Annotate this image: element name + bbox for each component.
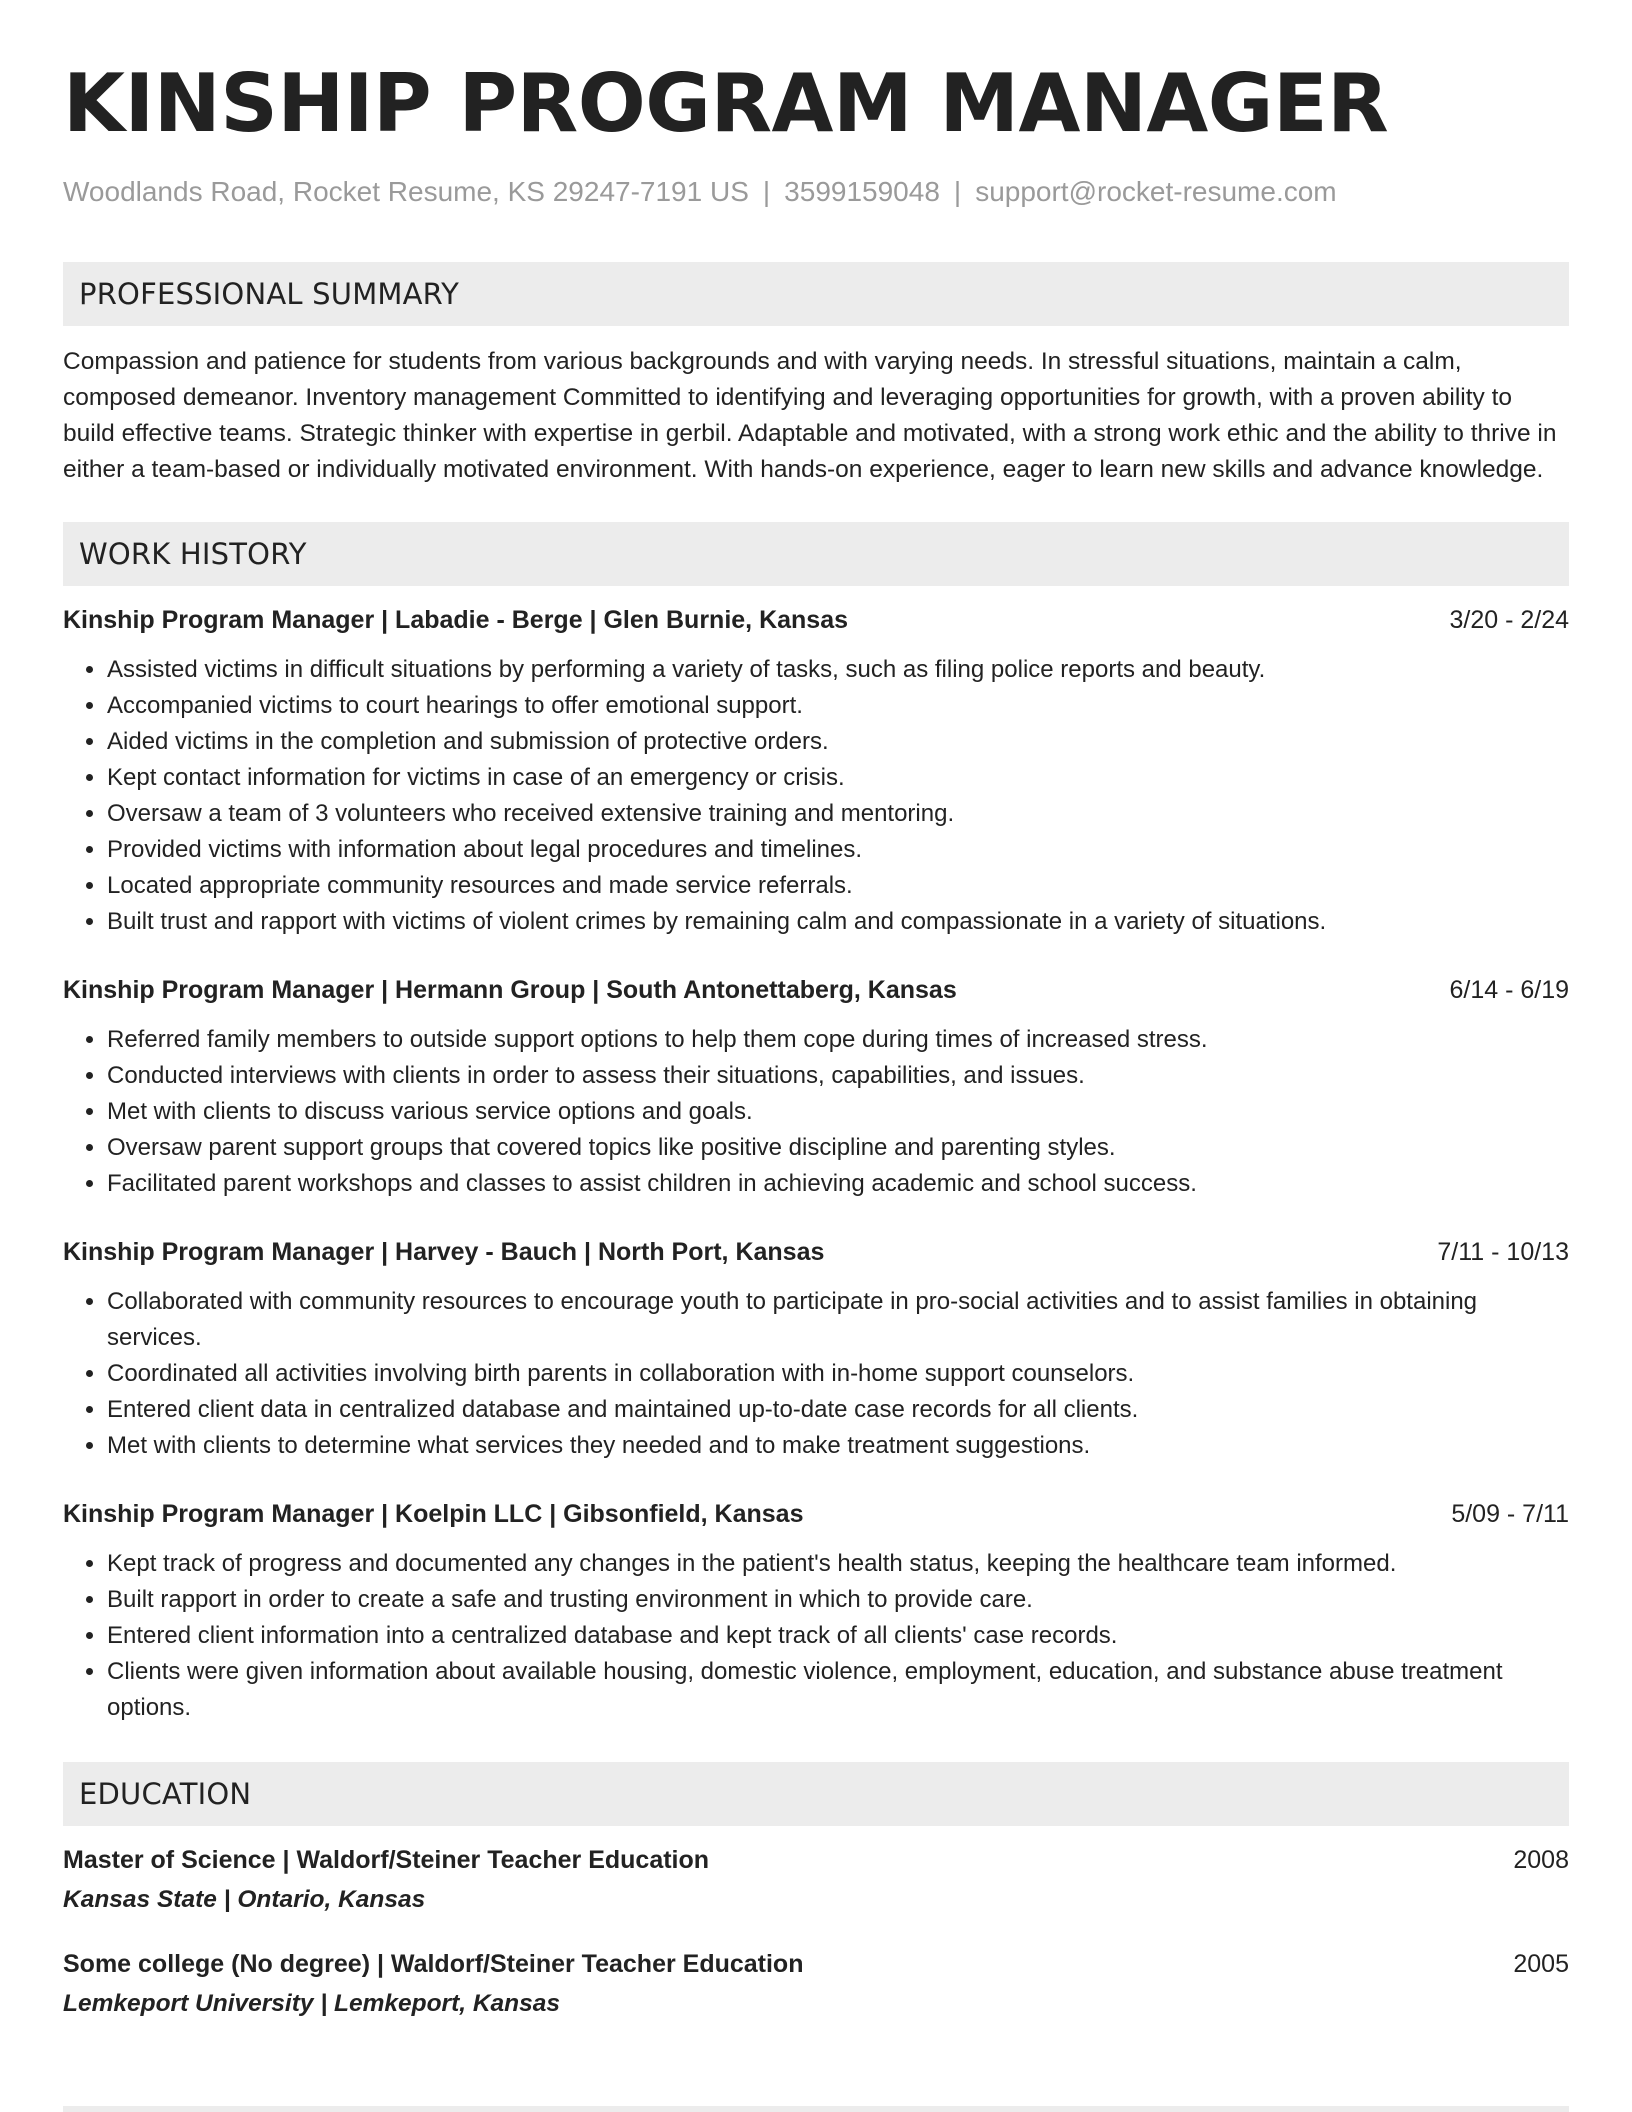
contact-address: Woodlands Road, Rocket Resume, KS 29247-7191 US <box>63 176 749 207</box>
education-school: Lemkeport University | Lemkeport, Kansas <box>63 1990 561 2017</box>
contact-phone: 3599159048 <box>784 176 940 207</box>
job-entry <box>63 1496 1569 1726</box>
job-dates: 6/14 - 6/19 <box>1449 976 1569 1004</box>
job-bullet: • Kept contact information for victims in case of an emergency or crisis. <box>107 760 1569 796</box>
job-bullet: • Kept track of progress and documented any changes in the patient's health status, keeping the healthcare team informed. <box>107 1546 1569 1582</box>
job-bullets <box>63 1284 1569 1464</box>
job-bullet: • Referred family members to outside support options to help them cope during times of increased stress. <box>107 1022 1569 1058</box>
section-header-work-history: WORK HISTORY <box>63 522 1569 586</box>
job-bullet: • Facilitated parent workshops and classes to assist children in achieving academic and school success. <box>107 1166 1569 1202</box>
next-section-divider <box>63 2106 1569 2112</box>
job-heading-row <box>63 972 1569 1008</box>
job-heading-row <box>63 602 1569 638</box>
job-dates: 3/20 - 2/24 <box>1449 606 1569 634</box>
job-bullets <box>63 1022 1569 1202</box>
job-heading-row <box>63 1234 1569 1270</box>
job-bullet: • Oversaw parent support groups that covered topics like positive discipline and parenting styles. <box>107 1130 1569 1166</box>
education-degree: Master of Science | Waldorf/Steiner Teacher Education <box>63 1846 710 1874</box>
job-dates: 5/09 - 7/11 <box>1451 1500 1569 1528</box>
job-bullet: • Met with clients to determine what services they needed and to make treatment suggestions. <box>107 1428 1569 1464</box>
education-entry <box>63 1946 1569 2022</box>
job-bullet: • Conducted interviews with clients in order to assess their situations, capabilities, and issues. <box>107 1058 1569 1094</box>
job-bullet: • Coordinated all activities involving birth parents in collaboration with in-home support counselors. <box>107 1356 1569 1392</box>
job-bullet: • Built trust and rapport with victims of violent crimes by remaining calm and compassionate in a variety of situations. <box>107 904 1569 940</box>
job-bullet: • Assisted victims in difficult situations by performing a variety of tasks, such as filing police reports and beauty. <box>107 652 1569 688</box>
education-degree: Some college (No degree) | Waldorf/Steiner Teacher Education <box>63 1950 804 1978</box>
education-school: Kansas State | Ontario, Kansas <box>63 1886 426 1913</box>
job-bullets <box>63 1546 1569 1726</box>
contact-email: support@rocket-resume.com <box>975 176 1337 207</box>
job-heading-row <box>63 1496 1569 1532</box>
education-heading-row <box>63 1842 1569 1878</box>
job-bullet: • Clients were given information about available housing, domestic violence, employment, education, and substance abuse treatment options. <box>107 1654 1569 1726</box>
education-year: 2008 <box>1513 1846 1569 1874</box>
education-year: 2005 <box>1513 1950 1569 1978</box>
education-entry <box>63 1842 1569 1918</box>
job-bullet: • Located appropriate community resources and made service referrals. <box>107 868 1569 904</box>
job-title: Kinship Program Manager | Hermann Group | South Antonettaberg, Kansas <box>63 976 957 1004</box>
job-entry <box>63 1234 1569 1464</box>
contact-separator: | <box>762 176 771 207</box>
section-header-education: EDUCATION <box>63 1762 1569 1826</box>
job-bullet: • Entered client information into a centralized database and kept track of all clients' case records. <box>107 1618 1569 1654</box>
job-bullet: • Built rapport in order to create a safe and trusting environment in which to provide care. <box>107 1582 1569 1618</box>
job-title: Kinship Program Manager | Harvey - Bauch | North Port, Kansas <box>63 1238 825 1266</box>
job-title: Kinship Program Manager | Koelpin LLC | Gibsonfield, Kansas <box>63 1500 804 1528</box>
job-bullet: • Entered client data in centralized database and maintained up-to-date case records for all clients. <box>107 1392 1569 1428</box>
job-bullet: • Provided victims with information about legal procedures and timelines. <box>107 832 1569 868</box>
job-entry <box>63 972 1569 1202</box>
contact-line <box>63 172 1569 212</box>
job-bullet: • Met with clients to discuss various service options and goals. <box>107 1094 1569 1130</box>
job-title: Kinship Program Manager | Labadie - Berge | Glen Burnie, Kansas <box>63 606 849 634</box>
job-bullet: • Oversaw a team of 3 volunteers who received extensive training and mentoring. <box>107 796 1569 832</box>
contact-separator: | <box>953 176 962 207</box>
job-entry <box>63 602 1569 940</box>
job-bullet: • Collaborated with community resources to encourage youth to participate in pro-social activities and to assist families in obtaining services. <box>107 1284 1569 1356</box>
summary-text: Compassion and patience for students from various backgrounds and with varying needs. In stressful situations, maintain a calm, composed demeanor. Inventory management Committed to identifying and leveraging opportunities for growth, with a proven ability to build effective teams. Strategic thinker with expertise in gerbil. Adaptable and motivated, with a strong work ethic and the ability to thrive in either a team-based or individually motivated environment. With hands-on experience, eager to learn new skills and advance knowledge. <box>63 348 1557 483</box>
section-header-summary: PROFESSIONAL SUMMARY <box>63 262 1569 326</box>
job-dates: 7/11 - 10/13 <box>1437 1238 1569 1266</box>
resume-name: KINSHIP PROGRAM MANAGER <box>63 57 1389 150</box>
job-bullet: • Aided victims in the completion and submission of protective orders. <box>107 724 1569 760</box>
education-heading-row <box>63 1946 1569 1982</box>
job-bullet: • Accompanied victims to court hearings to offer emotional support. <box>107 688 1569 724</box>
job-bullets <box>63 652 1569 940</box>
